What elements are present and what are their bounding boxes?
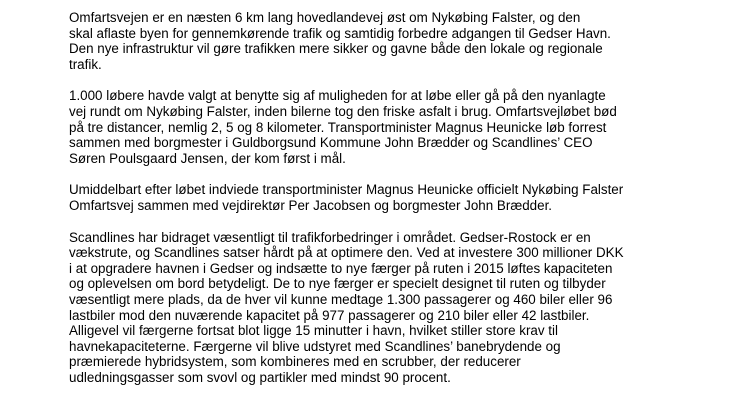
- text-line: Den nye infrastruktur vil gøre trafikken mere sikker og gavne både den lokale og regionale: [69, 41, 603, 57]
- paragraph-indvielse: [69, 182, 729, 213]
- text-line: sammen med borgmester i Guldborgsund Kommune John Brædder og Scandlines’ CEO: [69, 135, 593, 151]
- text-line: udledningsgasser som svovl og partikler med mindst 90 procent.: [69, 369, 451, 385]
- text-line: Omfartsvejen er en næsten 6 km lang hovedlandevej øst om Nykøbing Falster, og den: [69, 10, 581, 25]
- text-line: i at opgradere havnen i Gedser og indsætte to nye færger på ruten i 2015 løftes kapaciteten: [69, 260, 613, 276]
- text-line: og oplevelsen om bord betydeligt. De to nye færger er specielt designet til ruten og tilbyder: [69, 276, 606, 292]
- paragraph-omfartsvejen: [69, 10, 729, 72]
- text-line: lastbiler mod den nuværende kapacitet på 977 passagerer og 210 biler eller 42 lastbiler.: [69, 307, 590, 323]
- text-line: Scandlines har bidraget væsentligt til trafikforbedringer i området. Gedser-Rostock er en: [69, 229, 591, 245]
- text-line: på tre distancer, nemlig 2, 5 og 8 kilometer. Transportminister Magnus Heunicke løb forrest: [69, 119, 607, 135]
- text-line: skal aflaste byen for gennemkørende trafik og samtidig forbedre adgangen til Gedser Havn.: [69, 25, 611, 41]
- paragraph-scandlines: [69, 230, 729, 386]
- text-line: præmierede hybridsystem, som kombineres med en scrubber, der reducerer: [69, 354, 521, 370]
- text-line: 1.000 løbere havde valgt at benytte sig af muligheden for at løbe eller gå på den nyanlagte: [69, 88, 606, 104]
- text-line: Omfartsvej sammen med vejdirektør Per Jacobsen og borgmester John Brædder.: [69, 197, 553, 213]
- text-line: Søren Poulsgaard Jensen, der kom først i mål.: [69, 150, 346, 166]
- text-line: trafik.: [69, 56, 102, 72]
- document-page: [69, 10, 729, 401]
- text-line: Umiddelbart efter løbet indviede transportminister Magnus Heunicke officielt Nykøbing Falster: [69, 182, 624, 198]
- text-line: vækstrute, og Scandlines satser hårdt på at optimere den. Ved at investere 300 millioner DKK: [69, 245, 624, 261]
- text-line: vej rundt om Nykøbing Falster, inden bilerne tog den friske asfalt i brug. Omfartsvejløbet bød: [69, 103, 617, 119]
- paragraph-loebere: [69, 88, 729, 166]
- text-line: væsentligt mere plads, da de hver vil kunne medtage 1.300 passagerer og 460 biler eller 96: [69, 291, 613, 307]
- text-line: Alligevel vil færgerne fortsat blot ligge 15 minutter i havn, hvilket stiller store krav til: [69, 323, 558, 339]
- text-line: havnekapaciteterne. Færgerne vil blive udstyret med Scandlines’ banebrydende og: [69, 338, 561, 354]
